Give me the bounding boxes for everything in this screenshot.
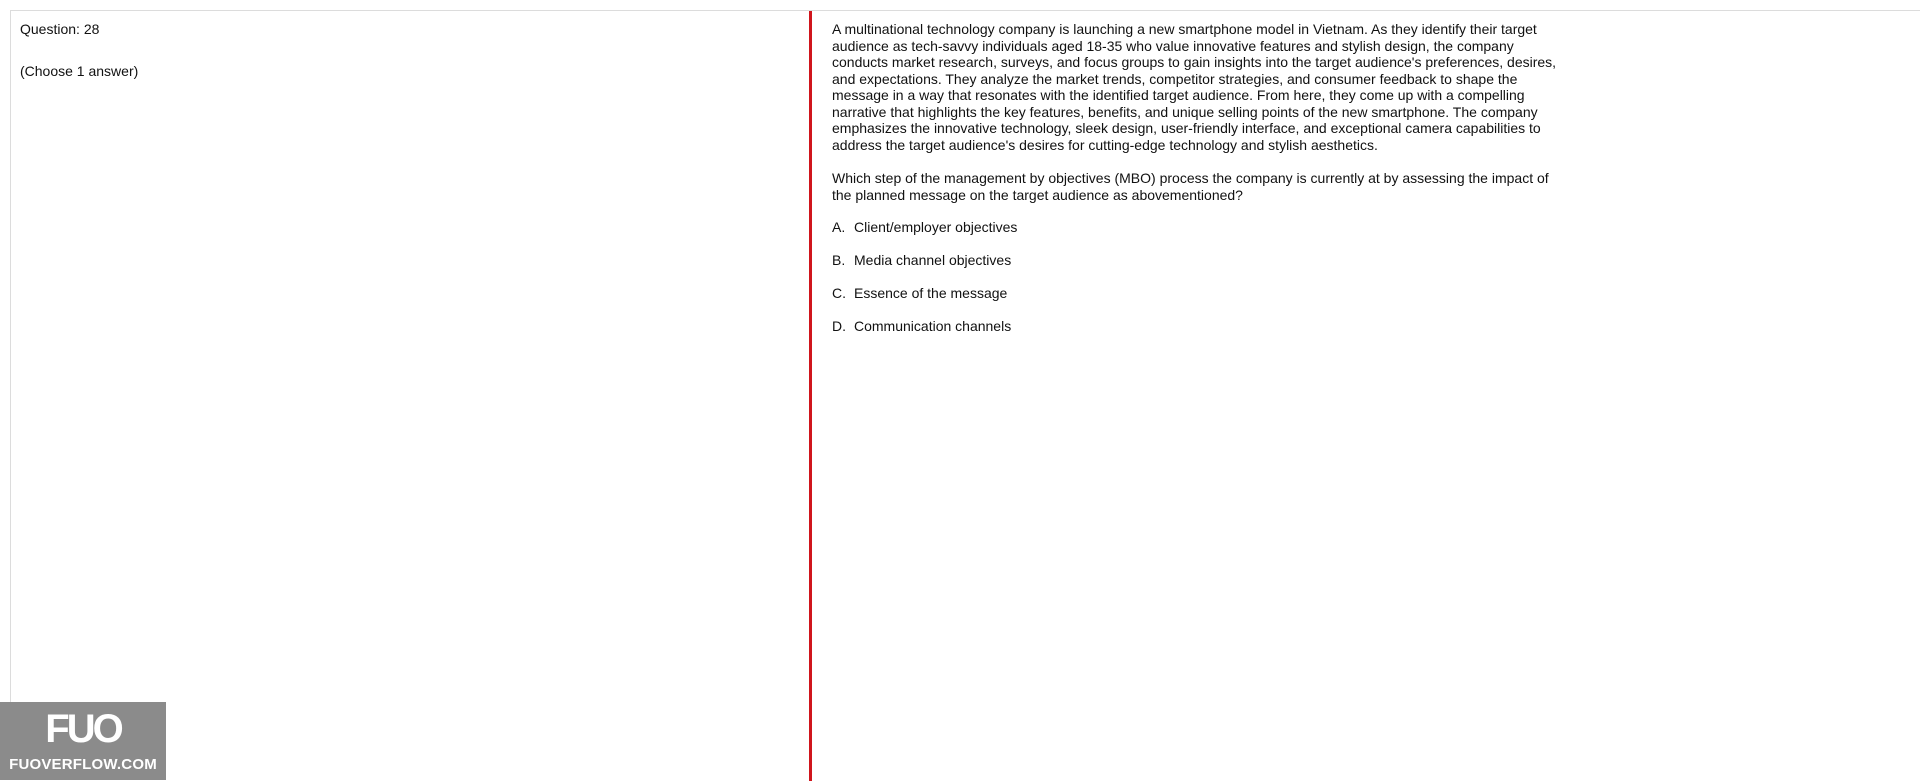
watermark-logo: [0, 702, 166, 780]
question-number: Question: 28: [20, 21, 100, 37]
option-letter: D.: [832, 318, 846, 335]
question-frame: [10, 10, 1920, 780]
question-content-pane: [832, 21, 1562, 343]
option-letter: B.: [832, 252, 846, 269]
answer-instruction: (Choose 1 answer): [20, 63, 139, 79]
option-letter: A.: [832, 219, 846, 236]
question-prompt: Which step of the management by objectives (MBO) process the company is currently at by assessing the impact of the planned message on the target audience as abovementioned?: [832, 170, 1549, 203]
option-d[interactable]: [832, 310, 1562, 343]
option-text: Essence of the message: [854, 285, 1008, 302]
question-info-pane: [11, 11, 809, 781]
option-text: Communication channels: [854, 318, 1012, 335]
option-text: Client/employer objectives: [854, 219, 1018, 236]
option-a[interactable]: [832, 211, 1562, 244]
question-scenario: A multinational technology company is launching a new smartphone model in Vietnam. As they identify their target audience as tech-savvy individuals aged 18-35 who value innovative features and stylish design, the company conducts market research, surveys, and focus groups to gain insights into the target audience's preferences, desires, and expectations. They analyze the market trends, competitor strategies, and consumer feedback to shape the message in a way that resonates with the identified target audience. From here, they come up with a compelling narrative that highlights the key features, benefits, and unique selling points of the new smartphone. The company emphasizes the innovative technology, sleek design, user-friendly interface, and exceptional camera capabilities to address the target audience's desires for cutting-edge technology and stylish aesthetics.: [832, 21, 1557, 153]
pane-divider: [809, 11, 812, 781]
watermark-logo-mark: FUO: [45, 707, 121, 751]
option-c[interactable]: [832, 277, 1562, 310]
option-b[interactable]: [832, 244, 1562, 277]
watermark-site-text: FUOVERFLOW.COM: [9, 756, 157, 773]
option-text: Media channel objectives: [854, 252, 1012, 269]
option-letter: C.: [832, 285, 846, 302]
